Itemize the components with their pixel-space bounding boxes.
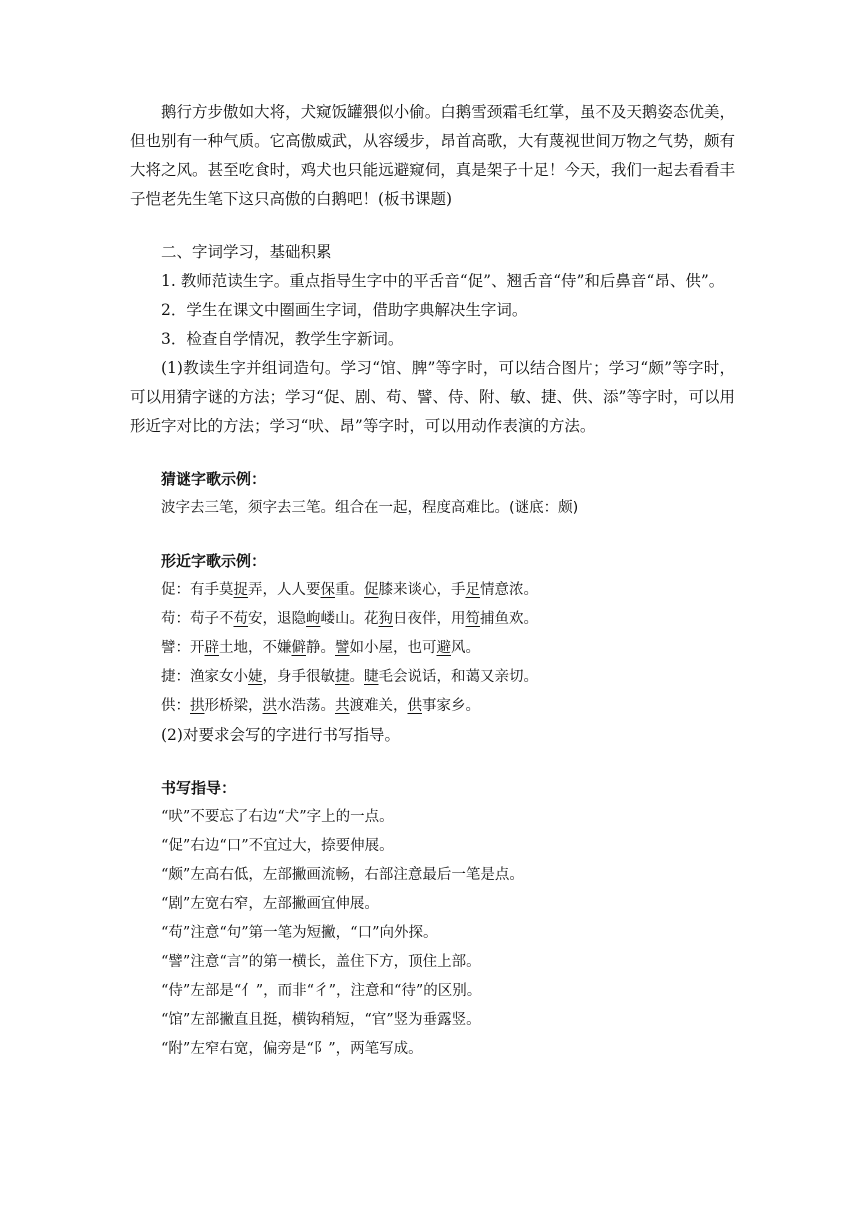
line-text: 嵝山。花 [320, 611, 379, 627]
intro-paragraph: 鹅行方步傲如大将，犬窥饭罐猥似小偷。白鹅雪颈霜毛红掌，虽不及天鹅姿态优美，但也别有一种气质。它高傲威武，从容缓步，昂首高歌，大有蔑视世间万物之气势，颇有大将之风。甚至吃食时，鸡犬也只能远避窥伺，真是架子十足！今天，我们一起去看看丰子恺老先生笔下这只高傲的白鹅吧！(板书课题) [130, 103, 735, 208]
underlined-char: 辟 [204, 640, 219, 656]
line-text: 苟：苟子不 [161, 611, 234, 627]
step-2: 2．学生在课文中圈画生字词，借助字典解决生字词。 [161, 301, 528, 319]
writing-step: (2)对要求会写的字进行书写指导。 [161, 726, 400, 744]
writing-guide-line: “譬”注意“言”的第一横长，盖住下方，顶住上部。 [161, 954, 481, 970]
line-text: 。 [349, 669, 364, 685]
line-text: 安，退隐 [248, 611, 306, 627]
line-text: 事家乡。 [422, 698, 480, 714]
writing-guide-heading: 书写指导： [161, 779, 237, 797]
writing-guide-line: “苟”注意“句”第一笔为短撇，“口”向外探。 [161, 925, 438, 941]
underlined-char: 避 [436, 640, 451, 656]
underlined-char: 保 [320, 582, 335, 598]
spacer [130, 214, 735, 238]
underlined-char: 促 [364, 582, 379, 598]
spacer [130, 523, 735, 547]
writing-guide-line: “侍”左部是“亻”，而非“彳”，注意和“待”的区别。 [161, 983, 482, 999]
underlined-char: 婕 [248, 669, 263, 685]
similar-chars-list [130, 576, 735, 721]
underlined-char: 供 [407, 698, 422, 714]
line-text: 土地，不嫌 [219, 640, 292, 656]
line-text: 情意浓。 [480, 582, 538, 598]
underlined-char: 狗 [378, 611, 393, 627]
riddle-text: 波字去三笔，须字去三笔。组合在一起，程度高难比。(谜底：颇) [161, 500, 579, 516]
similar-chars-line [130, 576, 735, 605]
similar-chars-line [130, 634, 735, 663]
underlined-char: 洪 [262, 698, 277, 714]
writing-guide-line: “颇”左高右低，左部撇画流畅，右部注意最后一笔是点。 [161, 867, 524, 883]
underlined-char: 足 [465, 582, 480, 598]
similar-chars-line [130, 692, 735, 721]
spacer [130, 750, 735, 774]
step-3: 3．检查自学情况，教学生字新词。 [161, 330, 404, 348]
line-text: 供： [161, 698, 190, 714]
line-text: 促：有手莫 [161, 582, 234, 598]
method-paragraph: (1)教读生字并组词造句。学习“馆、脾”等字时，可以结合图片；学习“颇”等字时，可以用猜字谜的方法；学习“促、剧、苟、譬、侍、附、敏、捷、供、添”等字时，可以用形近字对比的方法；学习“吠、昂”等字时，可以用动作表演的方法。 [130, 359, 735, 435]
writing-guide-list [130, 803, 735, 1064]
similar-chars-heading: 形近字歌示例： [161, 552, 267, 570]
underlined-char: 譬 [335, 640, 350, 656]
writing-guide-line: “促”右边“口”不宜过大，捺要伸展。 [161, 838, 394, 854]
line-text: 膝来谈心，手 [378, 582, 466, 598]
underlined-char: 共 [335, 698, 350, 714]
similar-chars-line [130, 663, 735, 692]
line-text: 水浩荡。 [277, 698, 335, 714]
underlined-char: 岣 [306, 611, 321, 627]
similar-chars-line [130, 605, 735, 634]
writing-guide-line: “附”左窄右宽，偏旁是“阝”，两笔写成。 [161, 1041, 423, 1057]
line-text: 风。 [451, 640, 480, 656]
underlined-char: 拱 [190, 698, 205, 714]
section-title: 二、字词学习，基础积累 [161, 243, 332, 261]
line-text: 渡难关， [349, 698, 408, 714]
writing-guide-line: “吠”不要忘了右边“犬”字上的一点。 [161, 809, 394, 825]
document-body [130, 98, 735, 1064]
line-text: 毛会说话，和蔼又亲切。 [378, 669, 538, 685]
line-text: 如小屋，也可 [349, 640, 437, 656]
spacer [130, 441, 735, 465]
writing-guide-line: “馆”左部撇直且挺，横钩稍短，“官”竖为垂露竖。 [161, 1012, 481, 1028]
line-text: 重。 [335, 582, 364, 598]
underlined-char: 苟 [233, 611, 248, 627]
riddle-heading: 猜谜字歌示例： [161, 470, 267, 488]
line-text: ，身手很敏 [262, 669, 335, 685]
line-text: 捷：渔家女小 [161, 669, 248, 685]
underlined-char: 笱 [465, 611, 480, 627]
line-text: 日夜伴，用 [393, 611, 466, 627]
line-text: 譬：开 [161, 640, 205, 656]
underlined-char: 捉 [233, 582, 248, 598]
line-text: 捕鱼欢。 [480, 611, 538, 627]
writing-guide-line: “剧”左宽右窄，左部撇画宜伸展。 [161, 896, 379, 912]
underlined-char: 睫 [364, 669, 379, 685]
underlined-char: 僻 [291, 640, 306, 656]
step-1: 1. 教师范读生字。重点指导生字中的平舌音“促”、翘舌音“侍”和后鼻音“昂、供”。 [161, 272, 725, 290]
underlined-char: 捷 [335, 669, 350, 685]
line-text: 静。 [306, 640, 335, 656]
line-text: 形桥梁， [204, 698, 263, 714]
line-text: 弄，人人要 [248, 582, 321, 598]
